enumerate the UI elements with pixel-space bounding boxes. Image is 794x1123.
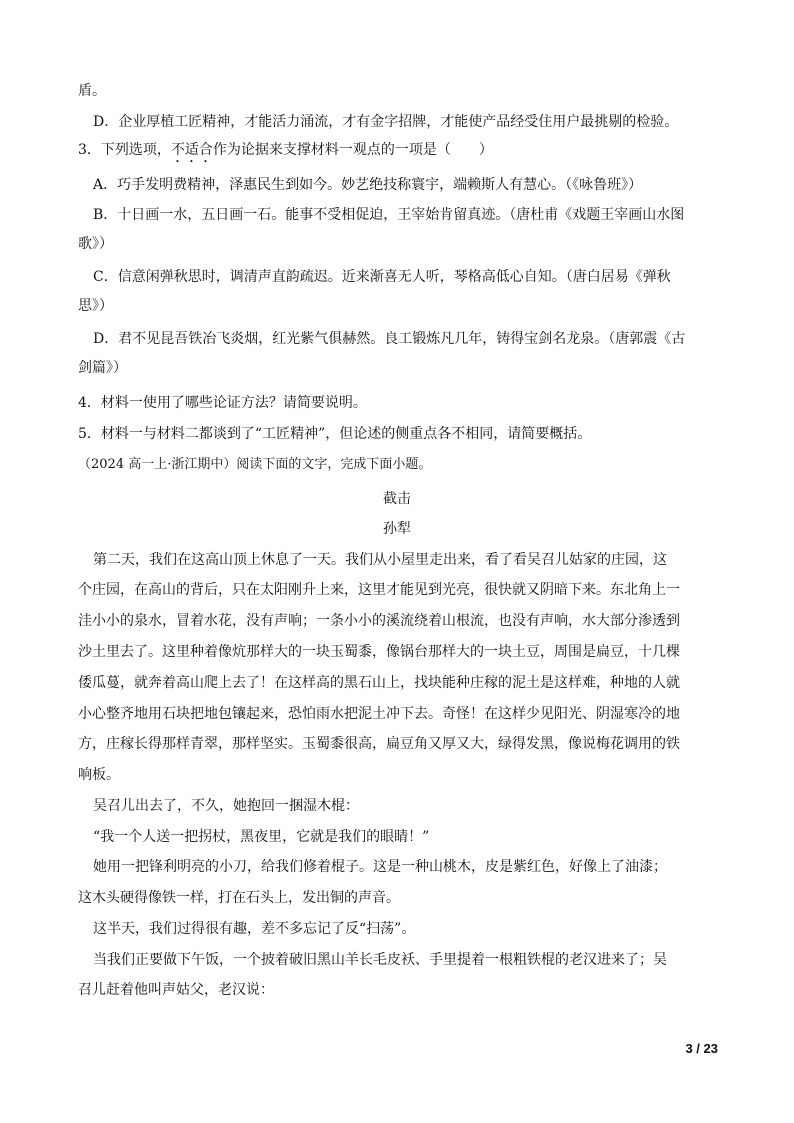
option-a: A．巧手发明费精神，泽惠民生到如今。妙艺绝技称寰宇，端赖斯人有慧心。（《咏鲁班》） bbox=[93, 177, 643, 193]
paragraph-line: 洼小小的泉水，冒着水花，没有声响；一条小小的溪流绕着山根流，也没有声响，水大部分渗透到 bbox=[78, 613, 680, 629]
paragraph-line: 倭瓜蔓，就奔着高山爬上去了！在这样高的黑石山上，找块能种庄稼的泥土是这样难，种地的人就 bbox=[78, 675, 680, 691]
paragraph-line: 沙土里去了。这里种着像炕那样大的一块玉蜀黍，像锅台那样大的一块土豆，周围是扁豆，十几棵 bbox=[78, 644, 680, 660]
passage-title: 截击 bbox=[383, 491, 411, 507]
question-3-suffix: 作为论据来支撑材料一观点的一项是（ ） bbox=[212, 142, 493, 158]
paragraph-line: 吴召儿出去了，不久，她抱回一捆湿木棍： bbox=[93, 798, 359, 814]
paragraph-line: 当我们正要做下午饭，一个披着破旧黑山羊长毛皮袄、手里提着一根粗铁棍的老汉进来了；吴 bbox=[93, 952, 667, 968]
option-b-cont: 歌》） bbox=[78, 236, 113, 252]
option-d-line: D．企业厚植工匠精神，才能活力涌流，才有金字招牌，才能使产品经受住用户最挑剔的检验。 bbox=[93, 114, 679, 130]
question-4: 4．材料一使用了哪些论证方法？请简要说明。 bbox=[78, 395, 367, 411]
text-line: 盾。 bbox=[78, 83, 106, 99]
option-d-cont: 剑篇》） bbox=[78, 360, 127, 376]
paragraph-line: 第二天，我们在这高山顶上休息了一天。我们从小屋里走出来，看了看吴召儿姑家的庄园，这 bbox=[93, 552, 667, 568]
option-c-cont: 思》） bbox=[78, 298, 113, 314]
paragraph-line: 响板。 bbox=[78, 767, 120, 783]
section-intro: （2024 高一上·浙江期中）阅读下面的文字，完成下面小题。 bbox=[78, 457, 432, 472]
dialogue-line: “我一个人送一把拐杖，黑夜里，它就是我们的眼睛！” bbox=[93, 829, 430, 845]
question-3-emphasis: 不适合 bbox=[170, 142, 213, 158]
option-b: B．十日画一水，五日画一石。能事不受相促迫，王宰始肯留真迹。（唐杜甫《戏题王宰画山水图 bbox=[93, 207, 685, 223]
passage-author: 孙犁 bbox=[383, 521, 411, 537]
paragraph-line: 召儿赶着他叫声姑父，老汉说： bbox=[78, 982, 274, 998]
paragraph-line: 她用一把锋利明亮的小刀，给我们修着棍子。这是一种山桃木，皮是紫红色，好像上了油漆； bbox=[93, 859, 667, 875]
option-c: C．信意闲弹秋思时，调清声直韵疏迟。近来渐喜无人听，琴格高低心自知。（唐白居易《弹秋 bbox=[93, 269, 671, 285]
question-3 bbox=[78, 139, 718, 166]
paragraph-line: 个庄园，在高山的背后，只在太阳刚升上来，这里才能见到光亮，很快就又阴暗下来。东北角上一 bbox=[78, 582, 680, 598]
paragraph-line: 方，庄稼长得那样青翠，那样坚实。玉蜀黍很高，扁豆角又厚又大，绿得发黑，像说梅花调用的铁 bbox=[78, 736, 680, 752]
paragraph-line: 小心整齐地用石块把地包镶起来，恐怕雨水把泥土冲下去。奇怪！在这样少见阳光、阴湿寒冷的地 bbox=[78, 706, 680, 722]
paragraph-line: 这木头硬得像铁一样，打在石头上，发出铜的声音。 bbox=[78, 890, 400, 906]
question-5: 5．材料一与材料二都谈到了“工匠精神”，但论述的侧重点各不相同，请简要概括。 bbox=[78, 426, 592, 442]
option-d: D．君不见昆吾铁冶飞炎烟，红光紫气俱赫然。良工锻炼凡几年，铸得宝剑名龙泉。（唐郭震《古 bbox=[93, 331, 686, 347]
page-number: 3 / 23 bbox=[685, 1041, 718, 1056]
question-3-prefix: 3．下列选项， bbox=[78, 142, 171, 158]
paragraph-line: 这半天，我们过得很有趣，差不多忘记了反“扫荡”。 bbox=[93, 921, 416, 937]
